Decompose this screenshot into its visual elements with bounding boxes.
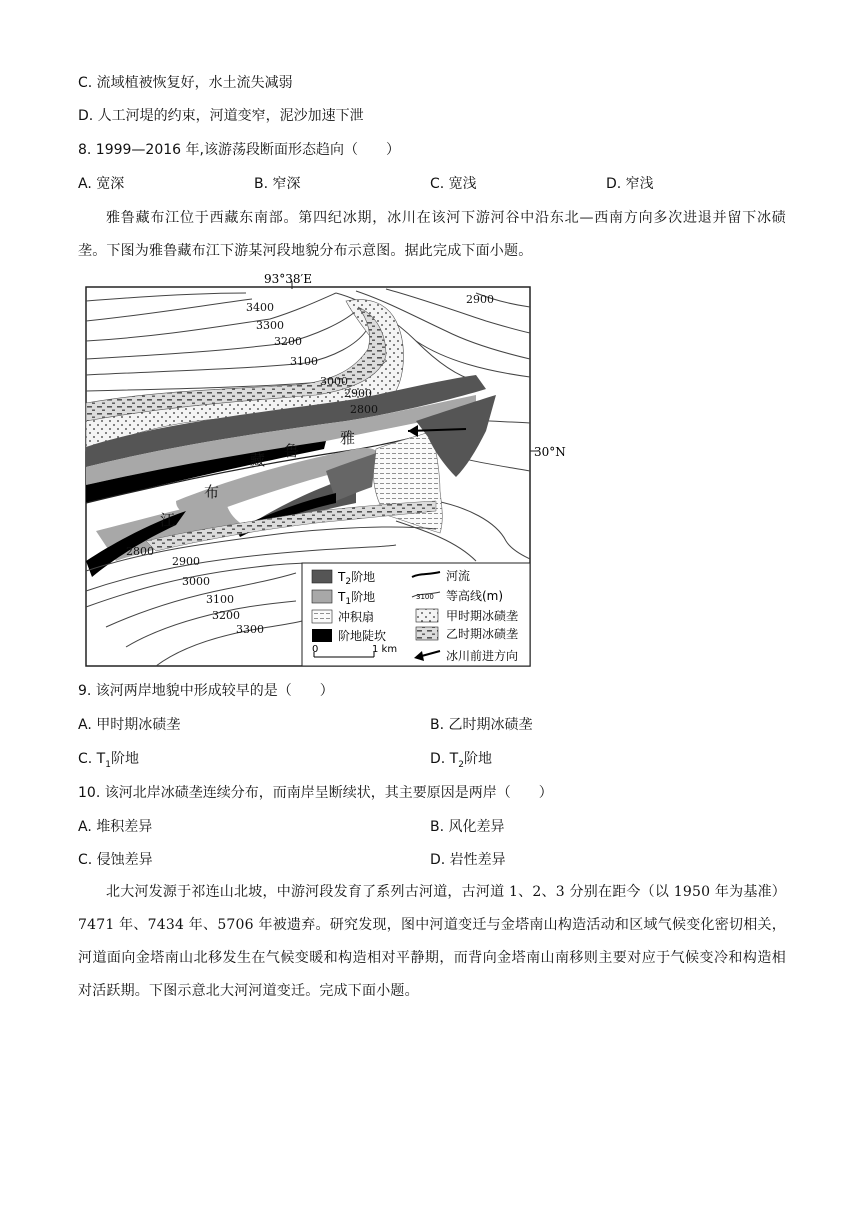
legend-swatch-fan — [312, 610, 332, 623]
q10-option-c: C. 侵蚀差异 — [78, 852, 153, 868]
passage-beida-line1: 北大河发源于祁连山北坡，中游河段发育了系列古河道，古河道 1、2、3 分别在距今（以 1950 年为基 — [106, 884, 758, 900]
longitude-label: 93°38′E — [264, 272, 313, 286]
legend-moraine-a-label: 甲时期冰碛垄 — [446, 609, 519, 623]
contour-label-2900-s: 2900 — [172, 555, 200, 568]
legend-fan-label: 冲积扇 — [338, 610, 375, 624]
legend-swatch-scarp — [312, 629, 332, 642]
contour-label-2900: 2900 — [344, 387, 372, 400]
q8-option-d: D. 窄浅 — [606, 176, 654, 192]
contour-label-3100: 3100 — [290, 355, 318, 368]
contour-label-2800-s: 2800 — [126, 545, 154, 558]
landform-map — [56, 271, 576, 669]
contour-label-3100-s: 3100 — [206, 593, 234, 606]
river-char-jiang: 江 — [160, 511, 176, 529]
q10-stem: 10. 该河北岸冰碛垄连续分布，而南岸呈断续状，其主要原因是两岸（ ） — [78, 785, 553, 801]
contour-label-3000: 3000 — [320, 375, 348, 388]
contour-label-3300-s: 3300 — [236, 623, 264, 636]
legend-swatch-t1 — [312, 590, 332, 603]
q9-option-d: D. $T_2$阶地 — [430, 751, 492, 770]
river-char-bu: 布 — [204, 483, 220, 501]
river-char-lu: 鲁 — [284, 442, 300, 460]
passage-beida-line4: 变冷和构造相对活跃期。下图示意北大河河道变迁。完成下面小题。 — [78, 950, 786, 999]
q10-option-b: B. 风化差异 — [430, 819, 505, 835]
legend-swatch-moraine-b — [416, 627, 438, 640]
river-char-zang: 藏 — [250, 451, 266, 469]
passage-beida-river — [78, 876, 786, 1008]
q10-option-a: A. 堆积差异 — [78, 819, 153, 835]
q7-option-c: C. 流域植被恢复好，水土流失减弱 — [78, 75, 293, 91]
legend-swatch-moraine-a — [416, 609, 438, 622]
legend-moraine-b-label: 乙时期冰碛垄 — [446, 627, 519, 641]
legend-contour-label: 等高线(m) — [446, 589, 504, 603]
contour-label-3000-s: 3000 — [182, 575, 210, 588]
q9-option-c: C. $T_1$阶地 — [78, 751, 139, 770]
legend-t1-label: $T_1$阶地 — [338, 590, 376, 607]
legend-swatch-t2 — [312, 570, 332, 583]
contour-label-2800: 2800 — [350, 403, 378, 416]
contour-label-2900-ne: 2900 — [466, 293, 494, 306]
q8-option-c: C. 宽浅 — [430, 176, 477, 192]
contour-label-3400: 3400 — [246, 301, 274, 314]
q8-option-a: A. 宽深 — [78, 176, 125, 192]
q9-option-a: A. 甲时期冰碛垄 — [78, 717, 181, 733]
q7-option-d: D. 人工河堤的约束，河道变窄，泥沙加速下泄 — [78, 108, 364, 124]
q9-option-b: B. 乙时期冰碛垄 — [430, 717, 533, 733]
scale-label-1km: 1 km — [372, 644, 398, 655]
latitude-label: 30°N — [534, 445, 566, 459]
q8-stem: 8. 1999—2016 年,该游荡段断面形态趋向（ ） — [78, 142, 400, 158]
contour-label-3300: 3300 — [256, 319, 284, 332]
scale-label-0: 0 — [312, 644, 319, 655]
contour-label-3200: 3200 — [274, 335, 302, 348]
legend-contour-sample: 3100 — [416, 593, 434, 601]
passage-yarlung — [78, 202, 786, 268]
passage-yarlung-line2: 冰碛垄。下图为雅鲁藏布江下游某河段地貌分布示意图。据此完成下面小题。 — [78, 210, 786, 259]
river-char-ya: 雅 — [340, 429, 356, 447]
q8-option-b: B. 窄深 — [254, 176, 301, 192]
map-legend — [302, 563, 530, 666]
passage-beida-line3: 相关，河道面向金塔南山北移发生在气候变暖和构造相对平静期，而背向金塔南山南移则主要对应于气候 — [78, 917, 786, 966]
q9-stem: 9. 该河两岸地貌中形成较早的是（ ） — [78, 683, 334, 699]
passage-beida-line2: 准）7471 年、7434 年、5706 年被遗弃。研究发现，图中河道变迁与金塔南山构造活动和区域气候变化密切 — [78, 884, 786, 933]
legend-river-label: 河流 — [446, 569, 471, 583]
q10-option-d: D. 岩性差异 — [430, 852, 506, 868]
legend-glacier-label: 冰川前进方向 — [446, 649, 519, 663]
contour-label-3200-s: 3200 — [212, 609, 240, 622]
legend-scarp-label: 阶地陡坎 — [338, 629, 387, 643]
passage-yarlung-line1: 雅鲁藏布江位于西藏东南部。第四纪冰期，冰川在该河下游河谷中沿东北—西南方向多次进退并留下 — [106, 210, 757, 226]
legend-t2-label: $T_2$阶地 — [338, 570, 376, 587]
